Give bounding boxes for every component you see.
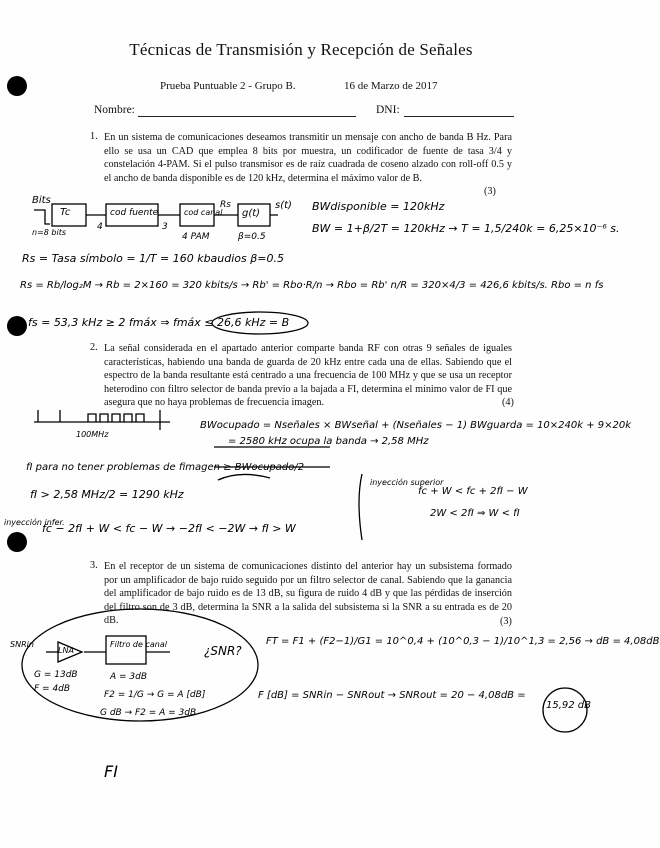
question-points: (4) [502, 397, 514, 408]
hw-bw-result: = 2580 kHz ocupa la banda → 2,58 MHz [228, 436, 429, 447]
hw-f2: F2 = 1/G → G = A [dB] [104, 690, 206, 700]
hw-lna: LNA [58, 646, 74, 655]
question-number: 1. [90, 131, 98, 142]
hw-g: g(t) [242, 208, 261, 219]
hw-ineq-sup2: 2W < 2fI ⇒ W < fI [430, 508, 520, 519]
hw-ft-calc: FT = F1 + (F2−1)/G1 = 10^0,4 + (10^0,3 − 1)/10^1,3 = 2,56 → dB = 4,08dB [266, 636, 660, 647]
hw-src-coder: cod fuente [110, 208, 159, 218]
hw-snr-calc: F [dB] = SNRin − SNRout → SNRout = 20 − 4,08dB = [258, 690, 526, 701]
hw-snrin: SNRin [10, 640, 34, 649]
hw-ineq-inf: fc − 2fI + W < fc − W → −2fI < −2W → fI > W [42, 522, 296, 535]
hw-f1: F = 4dB [34, 684, 71, 694]
hw-snr-question: ¿SNR? [204, 644, 242, 658]
name-label: Nombre: [94, 104, 135, 116]
hw-fi-mark: FI [104, 762, 118, 781]
hw-pam: 4 PAM [182, 232, 210, 242]
hw-n4: 4 [97, 222, 103, 232]
hw-n3: 3 [162, 222, 168, 232]
question-text: En el receptor de un sistema de comunicaciones distinto del anterior hay un subsistema formado por un amplificador de bajo ruido seguido por un filtro selector de canal. Sabiendo que la ganancia del amplificador de bajo ruido es de 13 dB, su figura de ruido 4 dB y que las pérdidas de inserción del filtro son de 3 dB, determina la SNR a la salida del subsistema si la SNR a su entrada es de 20 dB. [104, 561, 512, 627]
hw-inj-inf: inyección infer. [4, 518, 65, 527]
hw-rs-def: Rs = Tasa símbolo = 1/T = 160 kbaudios β=0.5 [22, 252, 284, 265]
hw-filter: Filtro de canal [110, 640, 167, 649]
hw-bw-occupied: BWocupado = Nseñales × BWseñal + (Nseñales − 1) BWguarda = 10×240k + 9×20k [200, 420, 632, 431]
hw-chan-coder: cod canal [184, 208, 223, 217]
hw-rs: Rs [220, 200, 231, 210]
question-points: (3) [484, 186, 496, 197]
hw-bits: Bits [32, 195, 51, 206]
hw-cad: Tc [60, 207, 71, 218]
hw-bps: n=8 bits [32, 228, 67, 237]
question-number: 3. [90, 560, 98, 571]
hw-fi-cond: fI para no tener problemas de fimagen ≥ BWocupado/2 [26, 462, 305, 473]
date-label: 16 de Marzo de 2017 [344, 80, 438, 92]
question-text: La señal considerada en el apartado anterior comparte banda RF con otras 9 señales de iguales características, habiendo una banda de guarda de 20 kHz entre cada una de ellas. Sabiendo que el espectro de la banda resultante está centrado a una frecuencia de 100 MHz y que se usa un receptor heterodino con filtro selector de banda previo a la bajada a FI, determina el mínimo valor de FI que asegura que no haya problemas de frecuencia imagen. [104, 343, 512, 409]
question-points: (3) [500, 616, 512, 627]
hw-inj-sup: inyección superior [370, 478, 444, 487]
hw-g2: G dB → F2 = A = 3dB [100, 708, 197, 718]
hw-rc: β=0.5 [238, 232, 266, 242]
hw-ineq-sup: fc + W < fc + 2fI − W [418, 486, 528, 497]
hw-freq: 100MHz [76, 430, 109, 439]
dni-label: DNI: [376, 104, 400, 116]
question-number: 2. [90, 342, 98, 353]
page-title: Técnicas de Transmisión y Recepción de Señales [129, 40, 473, 59]
hw-rb-calc: Rs = Rb/log₂M → Rb = 2×160 = 320 kbits/s → Rb' = Rbo·R/n → Rbo = Rb' n/R = 320×4/3 = 426,6 kbits/s. Rbo = n fs [20, 280, 604, 291]
hw-fi-value: fI > 2,58 MHz/2 = 1290 kHz [30, 488, 184, 501]
hw-snr-result: 15,92 dB [546, 700, 592, 711]
hw-g1: G = 13dB [34, 670, 78, 680]
test-label: Prueba Puntuable 2 - Grupo B. [160, 80, 296, 92]
hw-a: A = 3dB [110, 672, 148, 682]
question-text: En un sistema de comunicaciones deseamos transmitir un mensaje con ancho de banda B Hz. Para ello se usa un CAD que emplea 8 bits por muestra, un codificador de fuente de tasa 3/4 y constelación 4-PAM. Si el pulso transmisor es de raíz cuadrada de coseno alzado con roll-off 0.5 y el ancho de banda disponible es de 120 kHz, determina el máximo valor de B. [104, 132, 512, 184]
hw-sout: s(t) [275, 200, 292, 211]
hw-fs-calc: fs = 53,3 kHz ≥ 2 fmáx ⇒ fmáx ≤ 26,6 kHz = B [28, 316, 290, 329]
hw-bwdisp: BWdisponible = 120kHz [312, 200, 445, 213]
hw-bw-calc: BW = 1+β/2T = 120kHz → T = 1,5/240k = 6,25×10⁻⁶ s. [312, 222, 620, 235]
